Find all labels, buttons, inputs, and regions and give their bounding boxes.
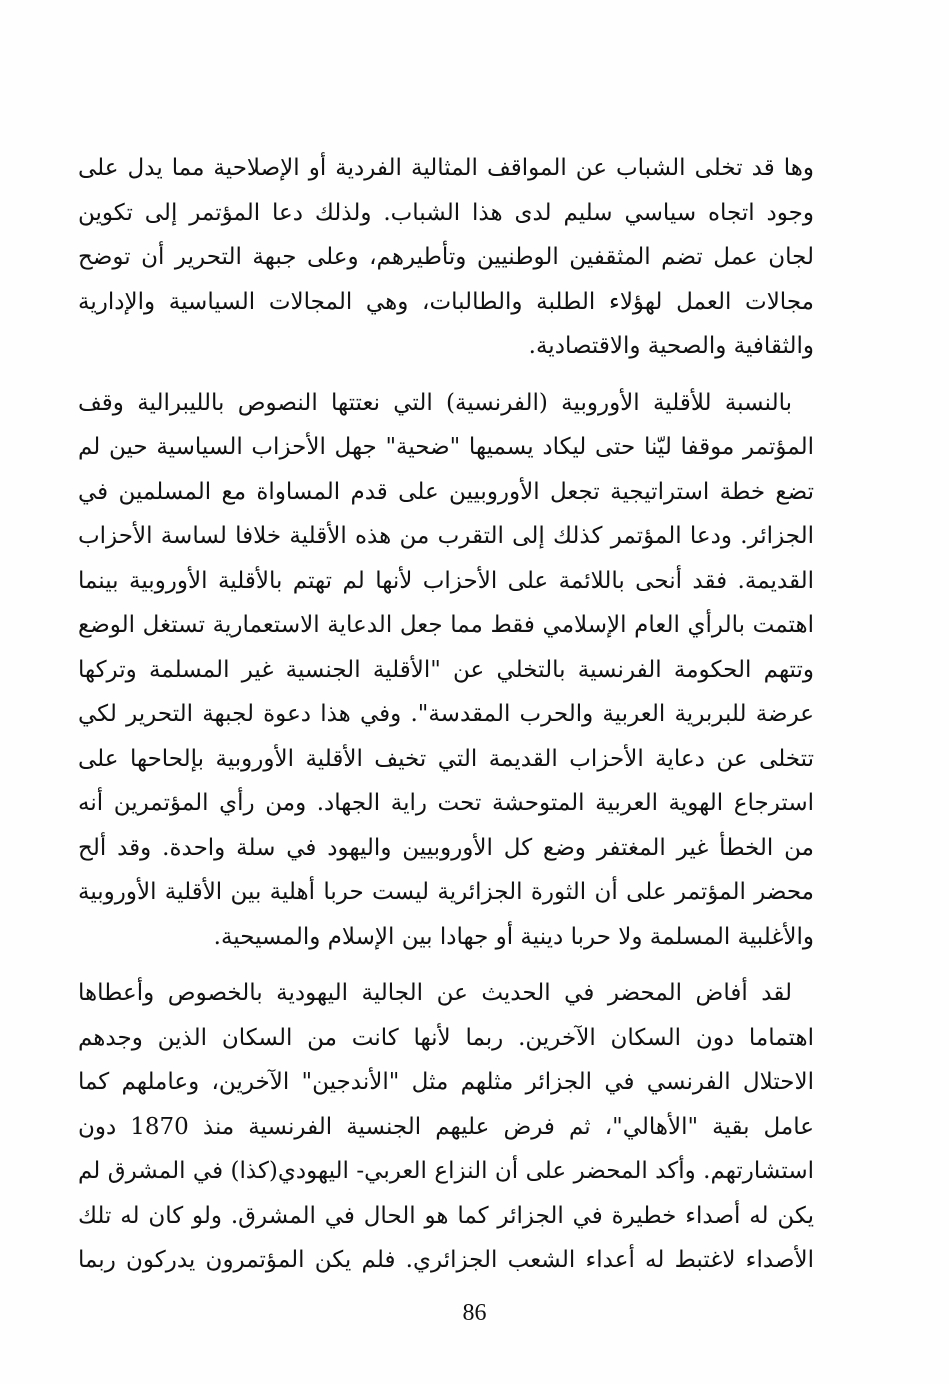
text-line: الاحتلال الفرنسي في الجزائر مثلهم مثل "الأندجين" الآخرين، وعاملهم كما bbox=[78, 1069, 814, 1095]
body-text bbox=[78, 146, 814, 1283]
text-line: القديمة. فقد أنحى باللائمة على الأحزاب لأنها لم تهتم بالأقلية الأوروبية بينما bbox=[78, 567, 814, 594]
text-line: لقد أفاض المحضر في الحديث عن الجالية اليهودية بالخصوص وأعطاها bbox=[78, 980, 792, 1006]
text-line: والأغلبية المسلمة ولا حربا دينية أو جهادا بين الإسلام والمسيحية. bbox=[213, 923, 814, 950]
text-line: وها قد تخلى الشباب عن المواقف المثالية الفردية أو الإصلاحية مما يدل على bbox=[78, 155, 814, 181]
text-line: بالنسبة للأقلية الأوروبية (الفرنسية) التي نعتتها النصوص بالليبرالية وقف bbox=[78, 389, 792, 416]
text-line: الأصداء لاغتبط له أعداء الشعب الجزائري. فلم يكن المؤتمرون يدركون ربما bbox=[78, 1247, 814, 1273]
text-line: الجزائر. ودعا المؤتمر كذلك إلى التقرب من هذه الأقلية خلافا لساسة الأحزاب bbox=[78, 523, 814, 549]
text-line: عرضة للبربرية العربية والحرب المقدسة". وفي هذا دعوة لجبهة التحرير لكي bbox=[78, 701, 814, 727]
text-line: تتخلى عن دعاية الأحزاب القديمة التي تخيف الأقلية الأوروبية بإلحاحها على bbox=[78, 745, 814, 772]
page-number: 86 bbox=[462, 1300, 487, 1326]
text-line: عامل بقية "الأهالي"، ثم فرض عليهم الجنسية الفرنسية منذ 1870 دون bbox=[78, 1113, 814, 1140]
text-line: اهتمت بالرأي العام الإسلامي فقط مما جعل الدعاية الاستعمارية تستغل الوضع bbox=[78, 612, 814, 638]
paragraph-3 bbox=[78, 971, 814, 1283]
text-line: محضر المؤتمر على أن الثورة الجزائرية ليست حربا أهلية بين الأقلية الأوروبية bbox=[78, 879, 814, 905]
paragraph-1 bbox=[78, 146, 814, 369]
text-line: وتتهم الحكومة الفرنسية بالتخلي عن "الأقلية الجنسية غير المسلمة وتركها bbox=[78, 656, 814, 683]
paragraph-gap bbox=[78, 959, 814, 971]
paragraph-2 bbox=[78, 381, 814, 960]
text-line: تضع خطة استراتيجية تجعل الأوروبيين على قدم المساواة مع المسلمين في bbox=[78, 478, 814, 505]
text-line: المؤتمر موقفا ليّنا حتى ليكاد يسميها "ضحية" جهل الأحزاب السياسية حين لم bbox=[78, 434, 814, 460]
text-line: يكن له أصداء خطيرة في الجزائر كما هو الحال في المشرق. ولو كان له تلك bbox=[78, 1202, 814, 1229]
text-line: وجود اتجاه سياسي سليم لدى هذا الشباب. ولذلك دعا المؤتمر إلى تكوين bbox=[78, 199, 814, 226]
text-line: مجالات العمل لهؤلاء الطلبة والطالبات، وهي المجالات السياسية والإدارية bbox=[78, 288, 814, 315]
text-line: استرجاع الهوية العربية المتوحشة تحت راية الجهاد. ومن رأي المؤتمرين أنه bbox=[78, 790, 814, 816]
text-line: من الخطأ غير المغتفر وضع كل الأوروبيين واليهود في سلة واحدة. وقد ألح bbox=[78, 834, 814, 861]
text-line: استشارتهم. وأكد المحضر على أن النزاع العربي- اليهودي(كذا) في المشرق لم bbox=[78, 1158, 814, 1184]
text-line: والثقافية والصحية والاقتصادية. bbox=[528, 333, 814, 359]
text-line: لجان عمل تضم المثقفين الوطنيين وتأطيرهم، وعلى جبهة التحرير أن توضح bbox=[78, 244, 814, 270]
paragraph-gap bbox=[78, 369, 814, 381]
text-line: اهتماما دون السكان الآخرين. ربما لأنها كانت من السكان الذين وجدهم bbox=[78, 1024, 814, 1051]
